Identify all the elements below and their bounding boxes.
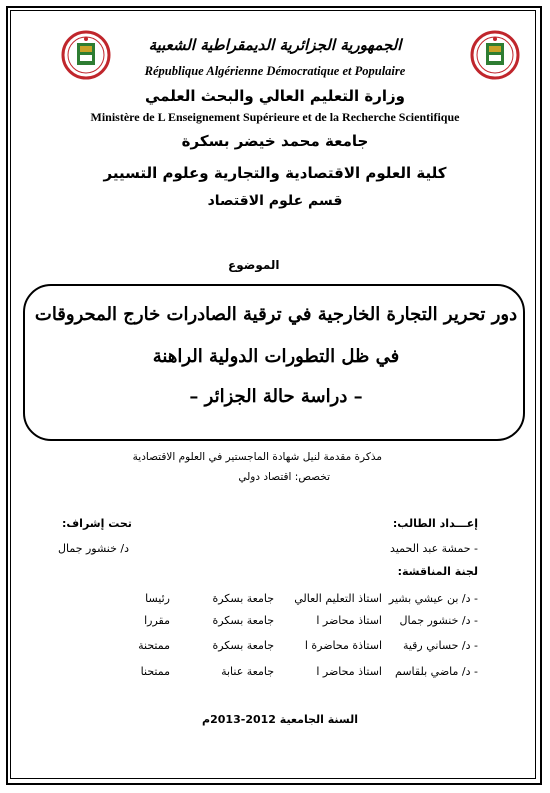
jury-member-role: رئيسا <box>145 592 170 605</box>
title-box <box>23 284 525 441</box>
jury-member-rank: استاذة محاضرة ا <box>304 639 382 652</box>
jury-member-name: - د/ ماضي بلقاسم <box>395 665 478 678</box>
title-line-2: في ظل التطورات الدولية الراهنة <box>152 346 400 367</box>
ministry-ar: وزارة التعليم العالي والبحث العلمي <box>144 87 406 105</box>
jury-member-rank: استاذ محاضر ا <box>316 614 382 627</box>
jury-row <box>0 665 550 681</box>
jury-member-rank: استاذ التعليم العالي <box>294 592 382 605</box>
subject-label: الموضوع <box>228 258 280 272</box>
jury-row <box>0 639 550 655</box>
jury-member-university: جامعة بسكرة <box>212 614 274 627</box>
jury-member-rank: استاذ محاضر ا <box>316 665 382 678</box>
jury-member-role: ممتحنة <box>138 639 170 652</box>
jury-member-name: - د/ بن عيشي بشير <box>388 592 478 605</box>
memo-description: مذكرة مقدمة لنيل شهادة الماجستير في العلوم الاقتصادية <box>132 451 382 463</box>
ministry-fr: Ministère de L Enseignement Supérieure et de la Recherche Scientifique <box>90 110 460 124</box>
jury-member-university: جامعة بسكرة <box>212 639 274 652</box>
jury-member-university: جامعة بسكرة <box>212 592 274 605</box>
university-ar: جامعة محمد خيضر بسكرة <box>181 132 369 150</box>
student-heading: إعـــداد الطالب: <box>392 517 478 530</box>
republic-fr: République Algérienne Démocratique et Populaire <box>144 64 406 78</box>
jury-member-university: جامعة عنابة <box>221 665 274 678</box>
title-line-1: دور تحرير التجارة الخارجية في ترقية الصادرات خارج المحروقات <box>34 304 518 325</box>
jury-member-name: - د/ خنشور جمال <box>399 614 478 627</box>
jury-row <box>0 592 550 608</box>
specialty: تخصص: اقتصاد دولي <box>238 471 330 483</box>
jury-member-role: مقررا <box>144 614 170 627</box>
faculty-ar: كلية العلوم الاقتصادية والتجارية وعلوم التسيير <box>103 164 447 182</box>
student-name: - حمشة عبد الحميد <box>390 542 478 555</box>
title-line-3: – دراسة حالة الجزائر – <box>189 386 363 407</box>
jury-member-role: ممتحنا <box>140 665 170 678</box>
academic-year: السنة الجامعية 2012-2013م <box>202 713 358 726</box>
jury-member-name: - د/ حساني رقية <box>402 639 478 652</box>
jury-heading: لجنة المناقشة: <box>397 565 478 578</box>
republic-ar: الجمهورية الجزائرية الديمقراطية الشعبية <box>148 36 402 54</box>
jury-row <box>0 614 550 630</box>
department-ar: قسم علوم الاقتصاد <box>207 193 343 209</box>
supervisor-heading: تحت إشراف: <box>62 517 132 530</box>
supervisor-name: د/ خنشور جمال <box>58 542 130 555</box>
